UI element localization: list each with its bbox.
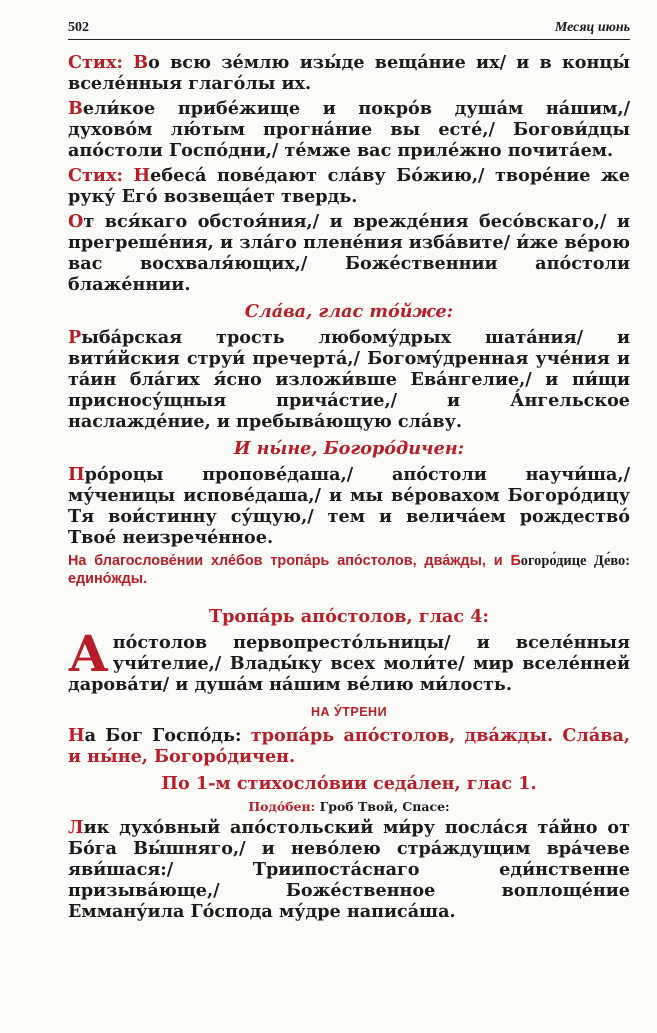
verse-stih-1: Стих: Во всю зе́млю изы́де веща́ние их/ и в концы́ вселе́нныя глаго́лы их. — [68, 52, 630, 94]
stichera-1: Вели́кое прибе́жище и покро́в душа́м на́шим,/ духово́м лю́тым прогна́ние вы есте́,/ Богови́дцы апо́столи Госпо́дни,/ те́мже вас приле́жно почита́ем. — [68, 98, 630, 161]
theotokion-heading: И ны́не, Богоро́дичен: — [233, 438, 465, 459]
stichera-2: От вся́каго обстоя́ния,/ и вреждéния бесо́вскаго,/ и прегреше́ния, и зла́го плене́ния изба́вите/ и́же ве́рою вас восхваля́ющих,/ Боже́ственнии апо́столи блаже́ннии. — [68, 211, 630, 295]
podoben-line: Подо́бен: Гроб Твой, Спасе: — [248, 799, 450, 814]
slava-heading: Сла́ва, глас то́йже: — [244, 301, 454, 322]
troparion-text: Апо́столов первопресто́льницы/ и вселе́нныя учи́телие,/ Влады́ку всех моли́те/ мир вселе́нней дарова́ти/ и душа́м на́шим ве́лию ми́лость. — [68, 624, 630, 695]
sedalen-text: Лик духо́вный апо́стольский ми́ру посла́ся та́йно от Бо́га Вы́шняго,/ и нево́лею стра́ждущим вра́чеве яви́шася:/ Триипоста́снаго еди́нственне призыва́юще,/ Боже́ственное воплоще́ние Емману́ила Го́спода му́дре написа́ша. — [68, 817, 630, 922]
page-header — [68, 20, 630, 40]
matins-heading: НА У́ТРЕНИ — [310, 705, 388, 719]
running-title: Месяц июнь — [554, 20, 630, 35]
theotokion-text: Про́роцы пропове́даша,/ апо́столи научи́ша,/ му́ченицы испове́даша,/ и мы ве́ровахом Богоро́дицу Тя вои́стинну су́щую,/ тем и велича́ем рождество́ Твое́ неизрече́нное. — [68, 464, 630, 548]
god-is-the-lord: На Бог Госпо́дь: тропа́рь апо́столов, два́жды. Сла́ва, и ны́не, Богоро́дичен. — [68, 725, 630, 767]
troparion-heading: Тропа́рь апо́столов, глас 4: — [209, 606, 489, 627]
sedalen-heading: По 1-м стихосло́вии седа́лен, глас 1. — [161, 773, 537, 794]
verse-stih-2: Стих: Небеса́ пове́дают сла́ву Бо́жию,/ творе́ние же руку́ Его́ возвеща́ет твердь. — [68, 165, 630, 207]
page-number: 502 — [68, 20, 89, 35]
drop-cap: А — [68, 624, 109, 683]
rubric-blessing-of-loaves: На благослове́нии хле́бов тропа́рь апо́столов, два́жды, и Богоро́дице Де́во: едино́жды. — [68, 553, 630, 587]
slava-text: Рыба́рская трость любому́дрых шата́ния/ и вити́йския струи́ пречерта́,/ Богому́дренная уче́ния и та́ин бла́гих я́сно изложи́вше Ева́нгелие,/ и пи́щи присносу́щныя причáстие,/ и А́нгельское наслажде́ние, и пребыва́ющую сла́ву. — [68, 327, 630, 432]
book-page — [68, 20, 630, 926]
